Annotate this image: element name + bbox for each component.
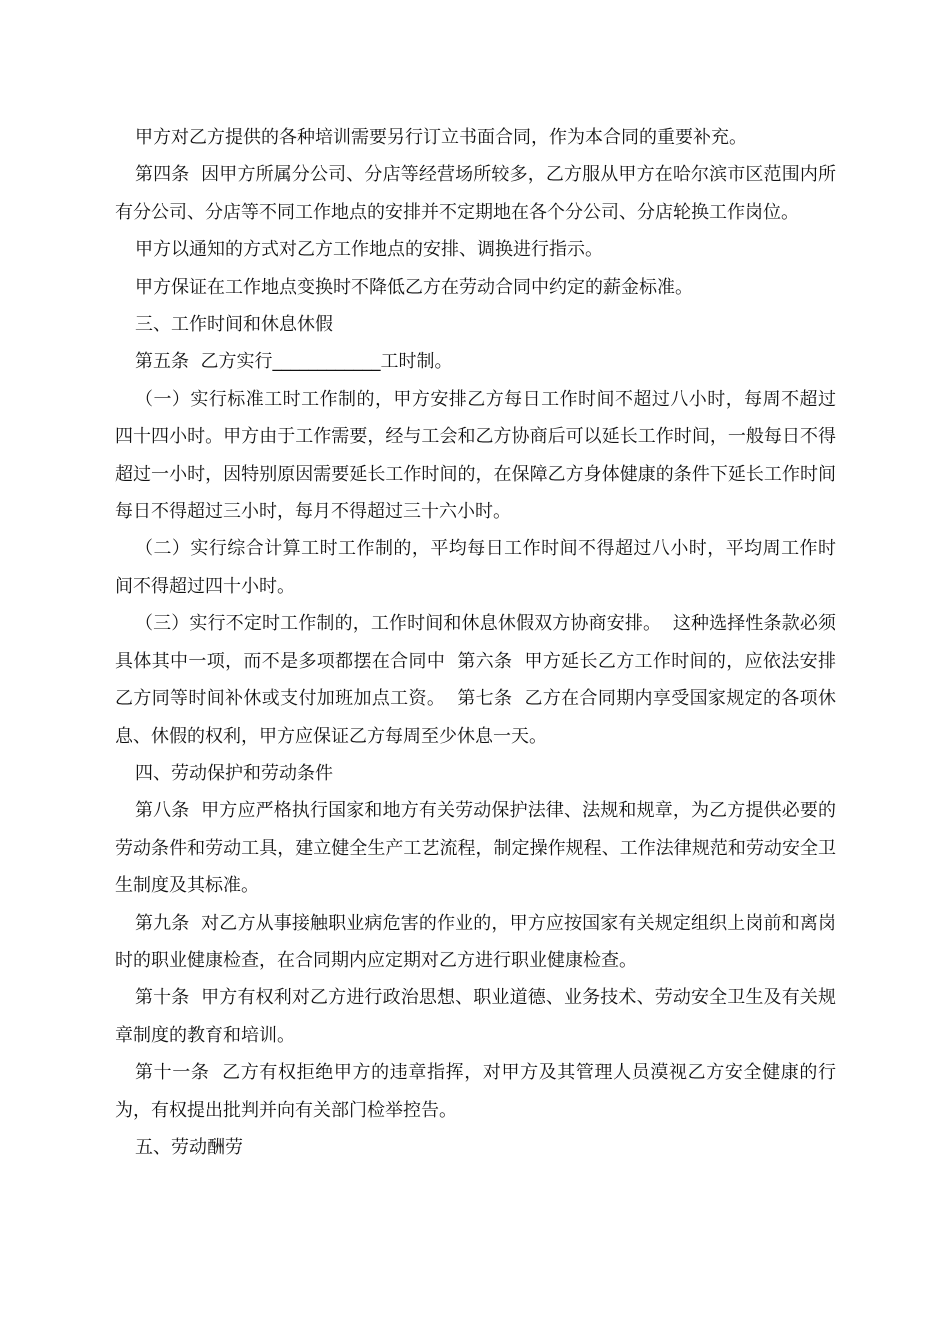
section-heading-working-hours: 三、工作时间和休息休假	[135, 314, 333, 336]
document-body	[115, 119, 836, 1166]
paragraph-article-8: 第八条 甲方应严格执行国家和地方有关劳动保护法律、法规和规章，为乙方提供必要的劳动条件和劳动工具，建立健全生产工艺流程，制定操作规程、工作法律规范和劳动安全卫生制度及其标准。	[115, 800, 836, 897]
paragraph-article-10: 第十条 甲方有权利对乙方进行政治思想、职业道德、业务技术、劳动安全卫生及有关规章制度的教育和培训。	[115, 987, 836, 1046]
section-heading-labor-protection: 四、劳动保护和劳动条件	[135, 762, 333, 784]
paragraph-comprehensive-hours: （二）实行综合计算工时工作制的，平均每日工作时间不得超过八小时，平均周工作时间不得超过四十小时。	[115, 538, 836, 597]
section-heading-remuneration: 五、劳动酬劳	[135, 1136, 243, 1158]
paragraph-standard-hours: （一）实行标准工时工作制的，甲方安排乙方每日工作时间不超过八小时，每周不超过四十四小时。甲方由于工作需要，经与工会和乙方协商后可以延长工作时间，一般每日不得超过一小时，因特别原因需要延长工作时间的，在保障乙方身体健康的条件下延长工作时间每日不得超过三小时，每月不得超过三十六小时。	[115, 388, 836, 523]
paragraph-flexible-hours: （三）实行不定时工作制的，工作时间和休息休假双方协商安排。 这种选择性条款必须具体其中一项，而不是多项都摆在合同中 第六条 甲方延长乙方工作时间的，应依法安排乙方同等时间补休或支付加班加点工资。 第七条 乙方在合同期内享受国家规定的各项休息、休假的权利，甲方应保证乙方每周至少休息一天。	[115, 613, 836, 747]
paragraph-location-notice: 甲方以通知的方式对乙方工作地点的安排、调换进行指示。	[135, 239, 603, 261]
paragraph-article-4: 第四条 因甲方所属分公司、分店等经营场所较多，乙方服从甲方在哈尔滨市区范围内所有分公司、分店等不同工作地点的安排并不定期地在各个分公司、分店轮换工作岗位。	[115, 164, 836, 223]
paragraph-article-11: 第十一条 乙方有权拒绝甲方的违章指挥，对甲方及其管理人员漠视乙方安全健康的行为，有权提出批判并向有关部门检举控告。	[115, 1062, 836, 1121]
paragraph-article-5: 第五条 乙方实行____________工时制。	[135, 351, 453, 373]
paragraph-article-9: 第九条 对乙方从事接触职业病危害的作业的，甲方应按国家有关规定组织上岗前和离岗时的职业健康检查，在合同期内应定期对乙方进行职业健康检查。	[115, 912, 836, 971]
paragraph-training-supplement: 甲方对乙方提供的各种培训需要另行订立书面合同，作为本合同的重要补充。	[135, 127, 747, 148]
paragraph-salary-guarantee: 甲方保证在工作地点变换时不降低乙方在劳动合同中约定的薪金标准。	[135, 276, 693, 298]
